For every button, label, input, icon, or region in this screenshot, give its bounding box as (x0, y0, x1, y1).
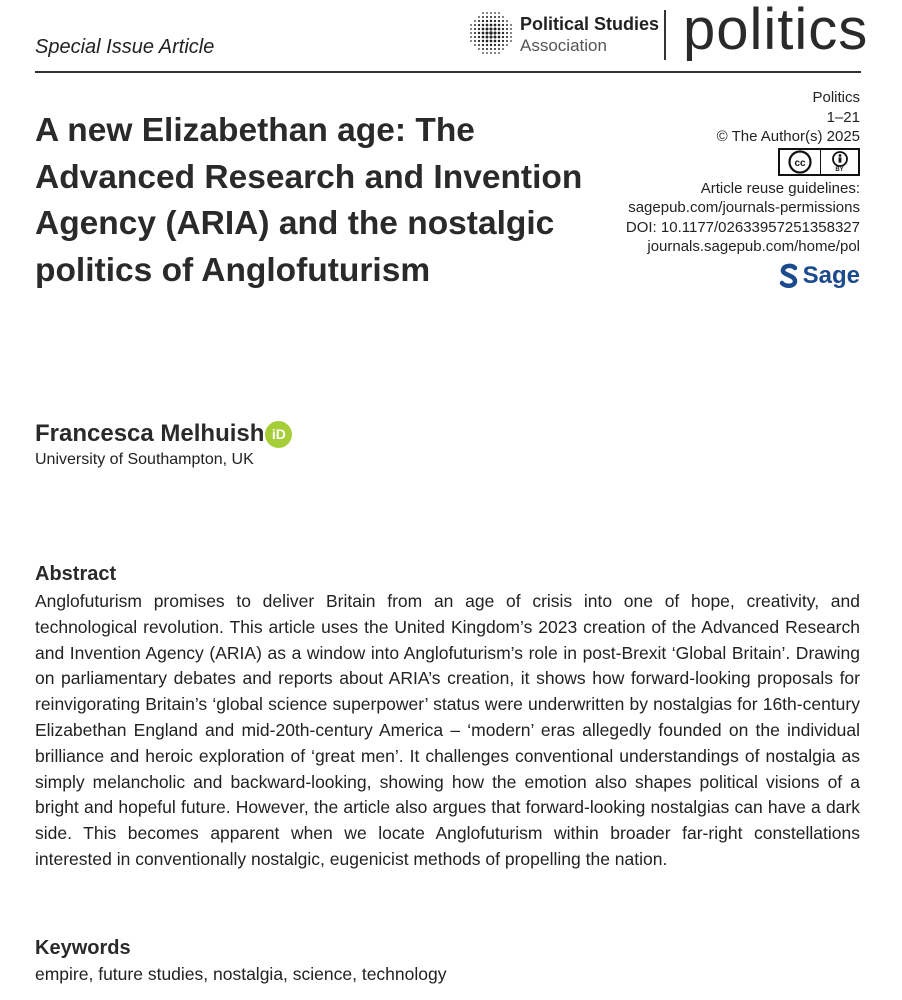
reuse-label: Article reuse guidelines: (700, 179, 860, 197)
association-line-2: Association (520, 36, 607, 55)
article-type: Special Issue Article (35, 36, 215, 58)
page-range: 1–21 (826, 108, 860, 126)
keywords-list: empire, future studies, nostalgia, science, technology (35, 964, 447, 984)
journal-wordmark: politics (683, 0, 869, 62)
svg-text:cc: cc (794, 157, 806, 169)
journal-url[interactable]: journals.sagepub.com/home/pol (647, 238, 860, 255)
association-name (520, 14, 659, 56)
abstract-text: Anglofuturism promises to deliver Britain from an age of crisis into one of hope, creativity, and technological revolution. This article uses the United Kingdom’s 2023 creation of the Advanced Research and Invention Agency (ARIA) as a window into Anglofuturism’s role in post-Brexit ‘Global Britain’. Drawing on parliamentary debates and reports about ARIA’s creation, it shows how forward-looking proposals for reinvigorating Britain’s ‘global science superpower’ status were underwritten by nostalgias for 16th-century Elizabethan England and mid-20th-century America – ‘modern’ eras allegedly founded on the individual brilliance and heroic exploration of ‘great men’. It challenges conventional understandings of nostalgia as simply melancholic and backward-looking, showing how the emotion also shapes political visions of a bright and hopeful future. However, the article also argues that forward-looking nostalgias can have a dark side. This becomes apparent when we locate Anglofuturism within broader far-right constellations interested in conventionally nostalgic, eugenicist methods of propelling the nation. (35, 591, 860, 869)
keywords-heading: Keywords (35, 937, 131, 959)
header-divider (664, 10, 666, 60)
creative-commons-icon (779, 149, 821, 175)
author-affiliation: University of Southampton, UK (35, 451, 254, 468)
cc-by-license-badge[interactable] (778, 148, 860, 176)
sage-logo (626, 263, 860, 289)
header-rule (35, 71, 861, 73)
doi[interactable]: DOI: 10.1177/02633957251358327 (625, 218, 860, 236)
sage-s-icon (779, 263, 799, 289)
attribution-icon (821, 149, 859, 175)
copyright: © The Author(s) 2025 (716, 128, 860, 145)
license-by-label: BY (835, 166, 844, 173)
association-line-1: Political Studies (520, 14, 660, 34)
sage-wordmark: Sage (802, 261, 860, 289)
orcid-icon[interactable]: iD (265, 421, 292, 448)
author-name: Francesca Melhuish (35, 420, 265, 447)
reuse-link[interactable]: sagepub.com/journals-permissions (628, 199, 860, 216)
abstract-heading: Abstract (35, 563, 117, 585)
article-metadata (626, 88, 860, 289)
political-studies-association-logo-icon (468, 10, 514, 56)
journal-name: Politics (812, 89, 860, 106)
article-title: A new Elizabethan age: The Advanced Research and Invention Agency (ARIA) and the nostalgic politics of Anglofuturism (35, 112, 583, 289)
author (35, 420, 292, 448)
